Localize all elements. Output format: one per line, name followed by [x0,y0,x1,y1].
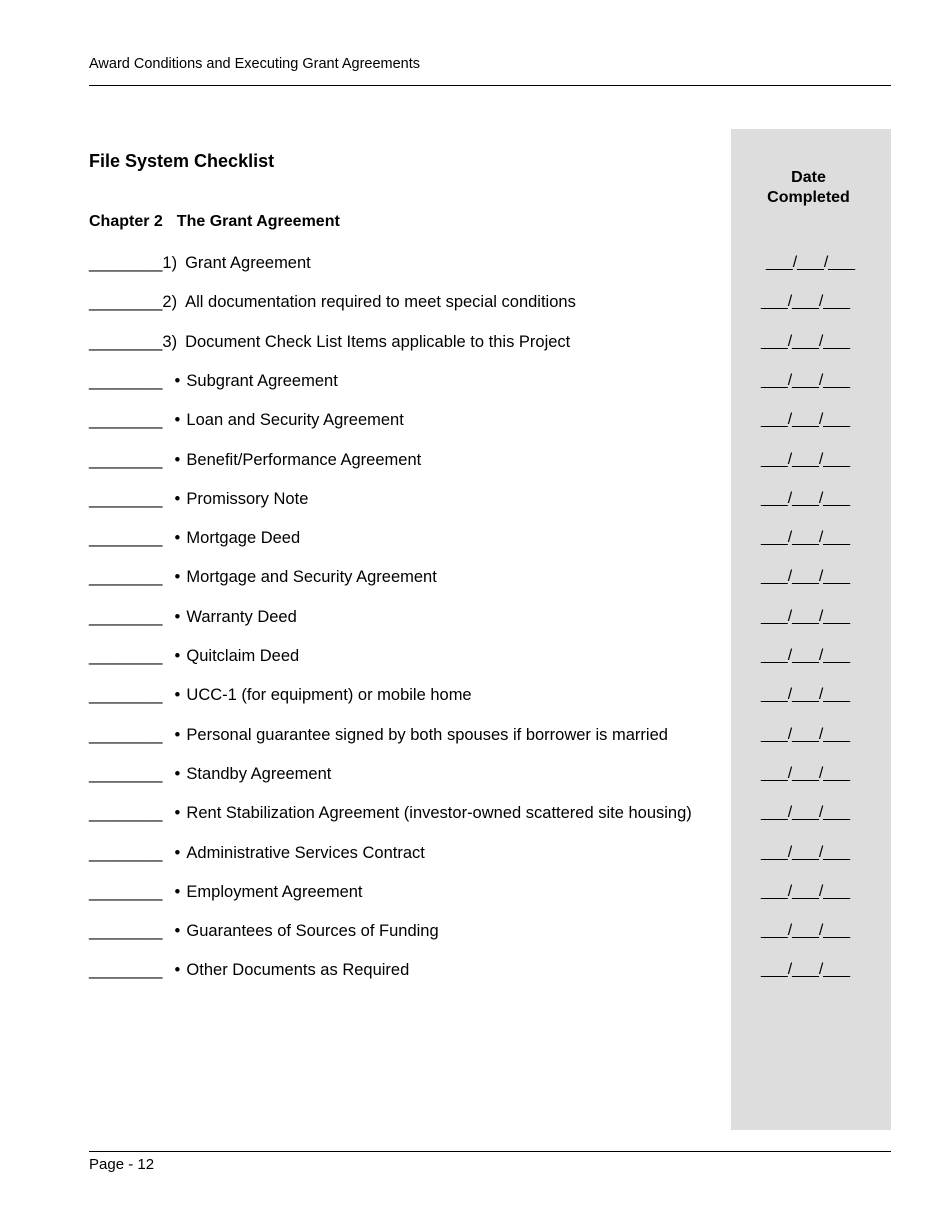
checklist-item [89,606,729,628]
item-label: All documentation required to meet special conditions [185,293,576,311]
chapter-name: The Grant Agreement [176,213,340,230]
checklist-item [89,527,729,549]
checkoff-blank[interactable]: ________ [89,686,163,704]
checklist-item [89,842,729,864]
checklist-item [89,291,729,313]
checkoff-blank[interactable]: ________ [89,411,163,429]
item-label: Other Documents as Required [186,961,410,979]
checklist-item [89,920,729,942]
bullet-icon: • [174,922,181,940]
date-completed-field[interactable]: ___/___/___ [761,293,850,310]
item-label: Administrative Services Contract [186,844,425,862]
bullet-icon: • [174,451,181,469]
footer-divider [89,1151,891,1152]
item-label: Document Check List Items applicable to this Project [185,333,571,351]
item-label: Promissory Note [186,490,309,508]
chapter-number: Chapter 2 [89,213,163,230]
checkoff-blank[interactable]: ________ [89,726,163,744]
item-number: 2) [162,293,178,311]
bullet-icon: • [174,568,181,586]
date-completed-field[interactable]: ___/___/___ [761,490,850,507]
checklist-item [89,684,729,706]
checklist-item [89,331,729,353]
bullet-icon: • [174,490,181,508]
date-completed-field[interactable]: ___/___/___ [761,804,850,821]
bullet-icon: • [174,686,181,704]
checkoff-blank[interactable]: ________ [89,883,163,901]
checklist-item [89,881,729,903]
checkoff-blank[interactable]: ________ [89,372,163,390]
date-completed-field[interactable]: ___/___/___ [761,608,850,625]
item-number: 1) [162,254,178,272]
item-label: Employment Agreement [186,883,363,901]
checkoff-blank[interactable]: ________ [89,844,163,862]
chapter-heading [89,213,340,231]
date-completed-field[interactable]: ___/___/___ [761,844,850,861]
date-completed-field[interactable]: ___/___/___ [761,333,850,350]
bullet-icon: • [174,765,181,783]
checkoff-blank[interactable]: ________ [89,333,163,351]
bullet-icon: • [174,961,181,979]
date-completed-field[interactable]: ___/___/___ [761,726,850,743]
checkoff-blank[interactable]: ________ [89,568,163,586]
checklist-item [89,449,729,471]
item-label: Benefit/Performance Agreement [186,451,422,469]
item-label: Mortgage and Security Agreement [186,568,437,586]
checklist-item [89,763,729,785]
bullet-icon: • [174,844,181,862]
item-label: Standby Agreement [186,765,332,783]
date-completed-field[interactable]: ___/___/___ [761,372,850,389]
item-label: Quitclaim Deed [186,647,300,665]
date-completed-field[interactable]: ___/___/___ [761,529,850,546]
page-header-title: Award Conditions and Executing Grant Agreements [89,56,421,72]
date-header-line2: Completed [767,189,850,206]
bullet-icon: • [174,804,181,822]
date-completed-field[interactable]: ___/___/___ [761,883,850,900]
date-completed-field[interactable]: ___/___/___ [761,451,850,468]
checkoff-blank[interactable]: ________ [89,922,163,940]
checklist-item [89,566,729,588]
checkoff-blank[interactable]: ________ [89,490,163,508]
checkoff-blank[interactable]: ________ [89,765,163,783]
checklist-item [89,724,729,746]
bullet-icon: • [174,372,181,390]
item-label: Warranty Deed [186,608,297,626]
item-label: Rent Stabilization Agreement (investor-owned scattered site housing) [186,804,692,822]
date-completed-field[interactable]: ___/___/___ [761,765,850,782]
item-number: 3) [162,333,178,351]
checkoff-blank[interactable]: ________ [89,804,163,822]
bullet-icon: • [174,726,181,744]
item-label: Loan and Security Agreement [186,411,404,429]
checklist-item [89,802,729,824]
checklist-item [89,645,729,667]
item-label: Grant Agreement [185,254,311,272]
checklist-item [89,959,729,981]
date-header-line1: Date [791,169,826,186]
checklist-item [89,488,729,510]
checkoff-blank[interactable]: ________ [89,254,163,272]
date-completed-field[interactable]: ___/___/___ [761,686,850,703]
bullet-icon: • [174,883,181,901]
item-label: Guarantees of Sources of Funding [186,922,439,940]
checkoff-blank[interactable]: ________ [89,529,163,547]
checklist-title: File System Checklist [89,151,275,171]
checklist-item [89,370,729,392]
item-label: Mortgage Deed [186,529,301,547]
header-divider [89,85,891,86]
bullet-icon: • [174,647,181,665]
checkoff-blank[interactable]: ________ [89,451,163,469]
item-label: Personal guarantee signed by both spouses if borrower is married [186,726,668,744]
item-label: Subgrant Agreement [186,372,338,390]
date-completed-field[interactable]: ___/___/___ [761,922,850,939]
date-completed-field[interactable]: ___/___/___ [761,647,850,664]
bullet-icon: • [174,411,181,429]
checkoff-blank[interactable]: ________ [89,608,163,626]
date-completed-field[interactable]: ___/___/___ [761,961,850,978]
date-completed-field[interactable]: ___/___/___ [761,568,850,585]
checklist-item [89,252,729,274]
bullet-icon: • [174,529,181,547]
date-completed-field[interactable]: ___/___/___ [761,411,850,428]
checkoff-blank[interactable]: ________ [89,293,163,311]
checkoff-blank[interactable]: ________ [89,647,163,665]
date-completed-field[interactable]: ___/___/___ [766,254,855,271]
item-label: UCC-1 (for equipment) or mobile home [186,686,472,704]
checklist-item [89,409,729,431]
date-completed-header [731,168,886,208]
page-number: Page - 12 [89,1156,155,1173]
bullet-icon: • [174,608,181,626]
checkoff-blank[interactable]: ________ [89,961,163,979]
